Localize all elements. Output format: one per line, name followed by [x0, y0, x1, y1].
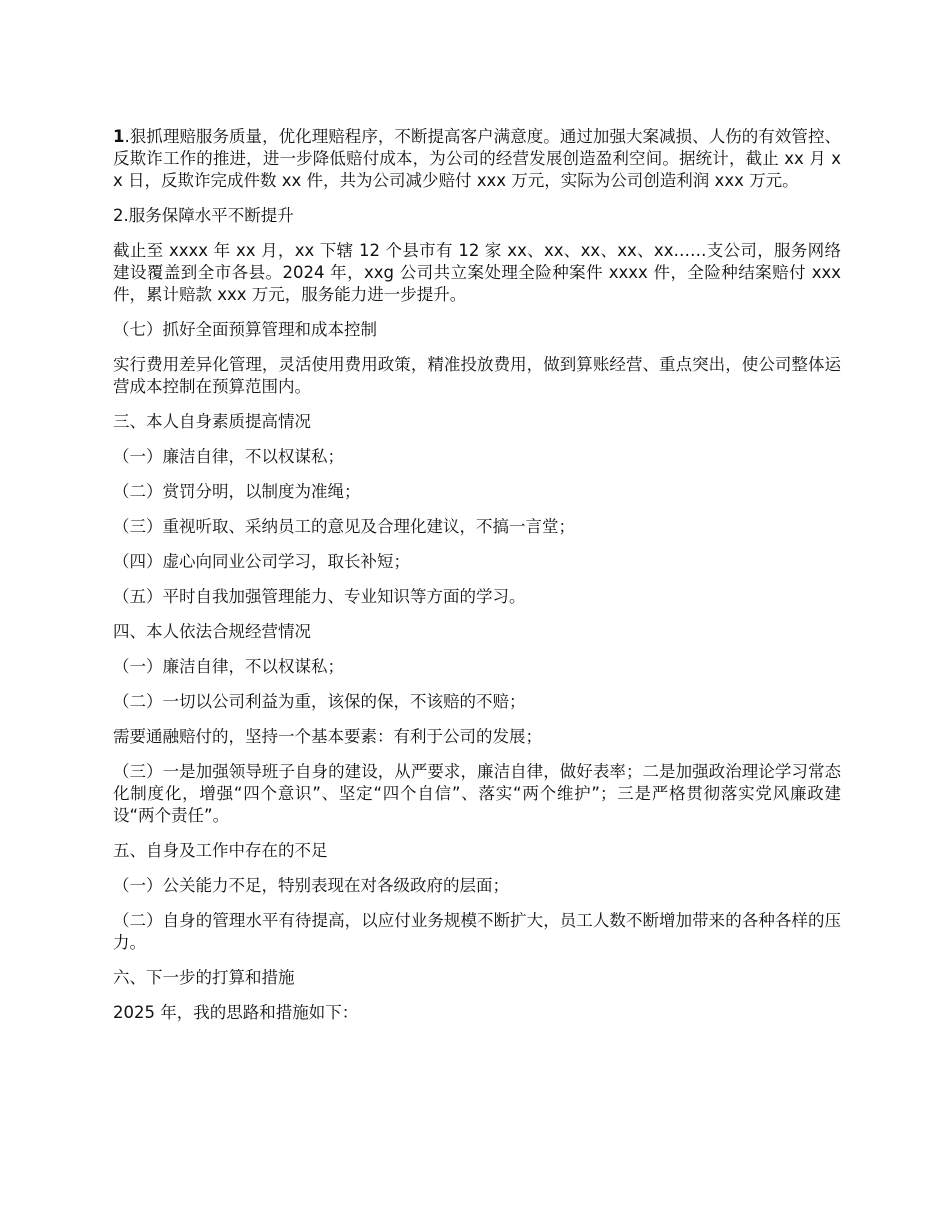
heading-budget-management: （七）抓好全面预算管理和成本控制 [113, 320, 377, 339]
paragraph-cost-control: 实行费用差异化管理，灵活使用费用政策，精准投放费用，做到算账经营、重点突出，使公司整体运营成本控制在预算范围内。 [113, 355, 841, 396]
paragraph-lead-number: 1 [113, 127, 125, 146]
section-heading-compliance: 四、本人依法合规经营情况 [113, 622, 311, 641]
list-item: （五）平时自我加强管理能力、专业知识等方面的学习。 [113, 587, 526, 606]
heading-service-guarantee: 2.服务保障水平不断提升 [113, 206, 294, 225]
list-item: （二）赏罚分明，以制度为准绳； [113, 482, 361, 501]
list-item: （二）一切以公司利益为重，该保的保，不该赔的不赔； [113, 692, 526, 711]
paragraph-text: .狠抓理赔服务质量，优化理赔程序，不断提高客户满意度。通过加强大案减损、人伤的有效管控、反欺诈工作的推进，进一步降低赔付成本，为公司的经营发展创造盈利空间。据统计，截止 xx 月 xx 日，反欺诈完成件数 xx 件，共为公司减少赔付 xxx 万元，实际为公司创造利润 xxx 万元。 [113, 127, 841, 190]
section-heading-shortcomings: 五、自身及工作中存在的不足 [113, 841, 328, 860]
list-item: （一）廉洁自律，不以权谋私； [113, 447, 344, 466]
paragraph-plan-intro: 2025 年，我的思路和措施如下： [113, 1003, 359, 1022]
paragraph-claims-quality [113, 126, 841, 192]
section-heading-next-steps: 六、下一步的打算和措施 [113, 968, 295, 987]
document-body [113, 126, 841, 1037]
list-item: （四）虚心向同业公司学习，取长补短； [113, 552, 410, 571]
list-item: （一）廉洁自律，不以权谋私； [113, 657, 344, 676]
paragraph-service-network: 截止至 xxxx 年 xx 月，xx 下辖 12 个县市有 12 家 xx、xx、xx、xx、xx……支公司，服务网络建设覆盖到全市各县。2024 年，xxg 公司共立案处理全险种案件 xxxx 件，全险种结案赔付 xxx 件，累计赔款 xxx 万元，服务能力进一步提升。 [113, 241, 841, 304]
list-item: （三）重视听取、采纳员工的意见及合理化建议，不搞一言堂； [113, 517, 575, 536]
list-item: （一）公关能力不足，特别表现在对各级政府的层面； [113, 876, 509, 895]
section-heading-self-improvement: 三、本人自身素质提高情况 [113, 412, 311, 431]
list-item: （二）自身的管理水平有待提高，以应付业务规模不断扩大，员工人数不断增加带来的各种各样的压力。 [113, 911, 841, 952]
list-item: 需要通融赔付的，坚持一个基本要素：有利于公司的发展； [113, 727, 542, 746]
list-item: （三）一是加强领导班子自身的建设，从严要求，廉洁自律，做好表率；二是加强政治理论学习常态化制度化，增强“四个意识”、坚定“四个自信”、落实“两个维护”；三是严格贯彻落实党风廉政建设“两个责任”。 [113, 762, 841, 825]
